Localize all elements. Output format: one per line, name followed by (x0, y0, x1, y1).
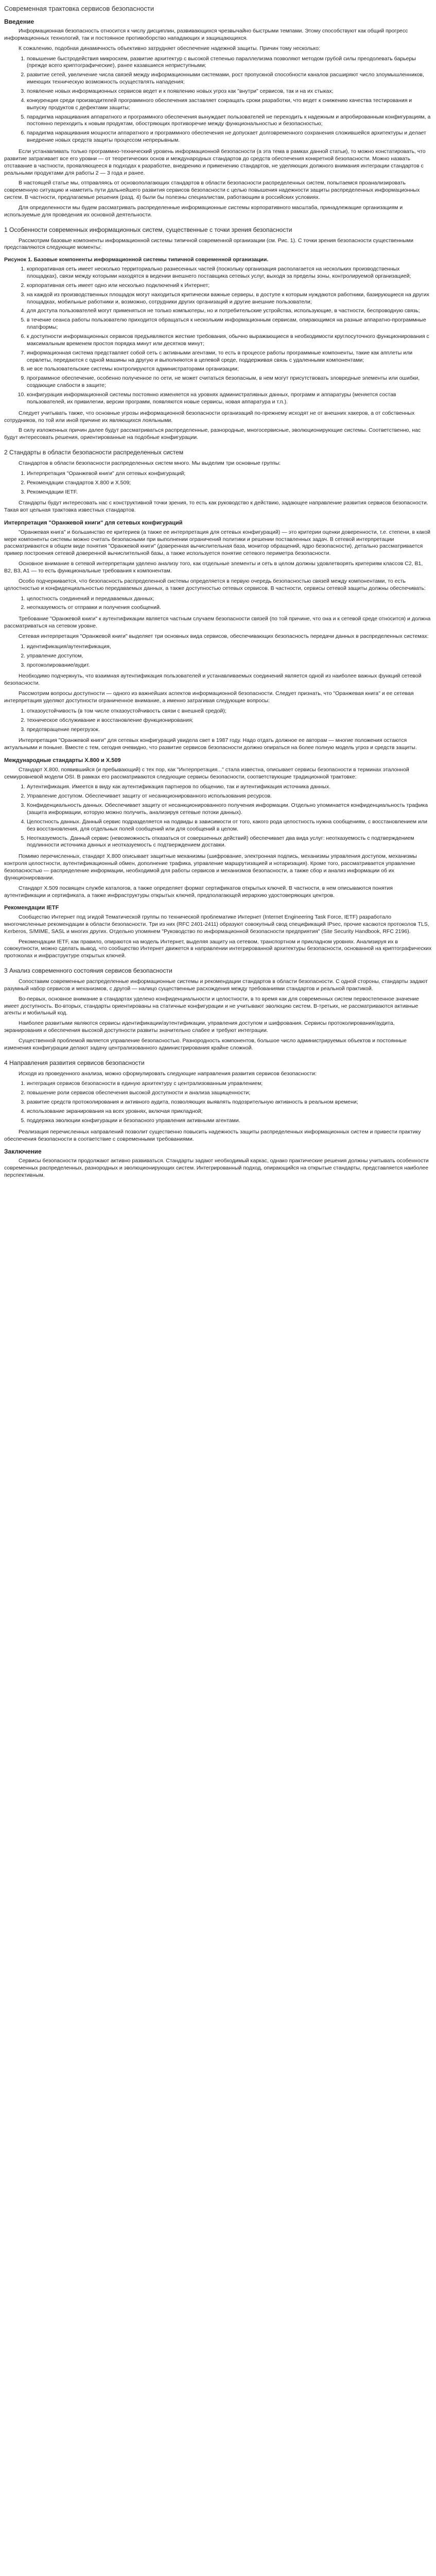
list (4, 1080, 432, 1124)
paragraph: В силу изложенных причин далее будут рассматриваться распределенные, разнородные, многосервисные, эволюционирующие системы. Соответственно, нас будут интересовать решения, ориентированные на подобные конфигурации. (4, 427, 421, 441)
list-item: 1. идентификация/аутентификация, (27, 643, 432, 651)
list-item: 5. в течение сеанса работы пользователю приходится обращаться к нескольким информационным сервисам, опирающимся на разные аппаратно-программные платформы; (27, 317, 432, 331)
list-item: 2. техническое обслуживание и восстановление функционирования; (27, 717, 432, 724)
list-item: 5. Неотказуемость. Данный сервис (невозможность отказаться от совершенных действий) обеспечивает два вида услуг: неотказуемость с подтверждением подлинности источника данных и неотказуемость с подтверждением доставки. (27, 835, 432, 850)
paragraph: Если устанавливать только программно-технический уровень информационной безопасности (а эта тема в рамках данной статьи), то можно констатировать, что развитие затрагивает все его уровни — от теоретических основ и международных стандартов до средств обеспечения конкретной безопасности. Можно назвать отставание в частности, проявляющееся в подходах к разработке, внедрению и применению стандартов, не уделяющих должного внимания интеграции стандартов с реальными продуктами для работы 2 — 3 года и ранее. (4, 148, 426, 176)
section-heading: 1 Особенности современных информационных систем, существенные с точки зрения безопасности (4, 226, 292, 233)
paragraph: Необходимо подчеркнуть, что взаимная аутентификация пользователей и устанавливаемых соединений является одной из наиболее важных функций сетевой безопасности. (4, 673, 422, 687)
list-item: 2. неотказуемость от отправки и получения сообщений. (27, 604, 432, 612)
paragraph: Для определенности мы будем рассматривать распределенные информационные системы корпоративного масштаба, принадлежащие организациям и используемые для проведения их основной деятельности. (4, 205, 403, 218)
list-item: 1. целостность соединений и передаваемых данных; (27, 596, 432, 603)
paragraph: Рассмотрим базовые компоненты информационной системы типичной современной организации (см. Рис. 1). С точки зрения безопасности существенными представляются следующие моменты: (4, 237, 413, 251)
page-title: Современная трактовка сервисов безопасности (4, 5, 154, 12)
paragraph: Помимо перечисленных, стандарт X.800 описывает защитные механизмы (шифрование, электронная подпись, механизмы управления доступом, механизмы контроля целостности, аутентификационный обмен, дополнение трафика, управление маршрутизацией и нотаризация). Кроме того, рассматривается управление безопасностью — распределение информации, необходимой для работы сервисов и механизмов безопасности, а также сбор и анализ информации об их функционировании. (4, 853, 417, 881)
paragraph: Требование "Оранжевой книги" к аутентификации является частным случаем безопасности связей (по той причине, что она и к сетевой среде относится) и должна рассматриваться на сетевом уровне. (4, 616, 431, 630)
list-item: 2. корпоративная сеть имеет одно или несколько подключений к Интернет; (27, 282, 432, 290)
conclusion-heading: Заключение (4, 1148, 42, 1156)
list-item: 1. интеграция сервисов безопасности в единую архитектуру с централизованным управлением; (27, 1080, 432, 1088)
paragraph: Интерпретация "Оранжевой книги" для сетевых конфигураций увидела свет в 1987 году. Надо отдать должное ее авторам — многие положения остаются актуальными и поныне. Вместе с тем, сегодня очевидно, что развитие сервисов безопасности должно опираться на более полную модель угроз и средств защиты. (4, 737, 417, 751)
section-heading: 2 Стандарты в области безопасности распределенных систем (4, 449, 184, 456)
paragraph: Сервисы безопасности продолжают активно развиваться. Стандарты задают необходимый каркас, однако практические решения должны учитывать особенности современных распределенных, разнородных и эволюционирующих систем. Интегрированный подход, опирающийся на открытые стандарты, представляется наиболее перспективным. (4, 1158, 429, 1178)
paragraph: Во-первых, основное внимание в стандартах уделено конфиденциальности и целостности, в то время как для современных систем первостепенное значение имеет доступность. Во-вторых, стандарты ориентированы на статичные конфигурации и не учитывают эволюцию систем. В-третьих, не рассматриваются активные агенты и мобильный код. (4, 995, 419, 1016)
paragraph: Стандарт X.800, появившийся (и пребывающий) с тех пор, как "Интерпретация..." стала известна, описывает сервисы безопасности в терминах эталонной семиуровневой модели OSI. В рамках его рассматриваются следующие сервисы безопасности, соответствующие традиционной трактовке: (4, 766, 409, 780)
list-item: 2. управление доступом, (27, 653, 432, 660)
intro-heading: Введение (4, 18, 34, 26)
paragraph: Сообщество Интернет под эгидой Тематической группы по технической проблематике Интернет (Internet Engineering Task Force, IETF) разработало многочисленные рекомендации в области безопасности. Три из них (RFC 2401-2411) образуют совокупный свод спецификаций IPsec, прочие касаются протоколов TLS, Kerberos, S/MIME, SASL и многих других. Отдельно упомянем "Руководство по информационной безопасности предприятия" (Site Security Handbook, RFC 2196). (4, 913, 429, 935)
paragraph: Реализация перечисленных направлений позволит существенно повысить надежность защиты распределенных информационных систем и привести практику обеспечения безопасности в соответствие с современными требованиями. (4, 1128, 421, 1142)
list-item: 4. Целостность данных. Данный сервис подразделяется на подвиды в зависимости от того, какого рода целостность нужна сообщениям, с восстановлением или без восстановления, для отдельных полей сообщений или для сообщений в целом. (27, 819, 432, 833)
list-item: 3. появление новых информационных сервисов ведет и к появлению новых угроз как "внутри" сервисов, так и на их стыках; (27, 88, 432, 95)
list-item: 2. развитие сетей, увеличение числа связей между информационными системами, рост пропускной способности каналов расширяют число злоумышленников, имеющих техническую возможность осуществлять нападения; (27, 72, 432, 86)
paragraph: Сопоставим современные распределенные информационные системы и рекомендации стандартов в области безопасности. С одной стороны, стандарты задают разумный набор сервисов и механизмов, с другой — налицо существенные расхождения между требованиями стандартов и реальной практикой. (4, 978, 428, 992)
list-item: 3. развитие средств протоколирования и активного аудита, позволяющих выявлять подозрительную активность в реальном времени; (27, 1099, 432, 1106)
list-item: 4. для доступа пользователей могут применяться не только компьютеры, но и потребительские устройства, использующие, в частности, беспроводную связь; (27, 308, 432, 315)
paragraph: Стандарты будут интересовать нас с конструктивной точки зрения, то есть как руководство к действию, задающее направление развития сервисов безопасности. Такая вот цельная трактовка известных стандартов. (4, 500, 428, 514)
paragraph: Наиболее развитыми являются сервисы идентификации/аутентификации, управления доступом и шифрования. Сервисы протоколирования/аудита, экранирования и обеспечения высокой доступности развиты значительно слабее и требуют интеграции. (4, 1020, 395, 1034)
list (4, 643, 432, 669)
list-item: 6. к доступности информационных сервисов предъявляются жесткие требования, обычно выражающиеся в необходимости круглосуточного функционирования с максимальным временем простоя порядка минут или десятков минут; (27, 333, 432, 348)
subsection-heading: Интерпретация "Оранжевой книги" для сетевых конфигураций (4, 520, 183, 527)
paragraph: Следует учитывать также, что основные угрозы информационной безопасности организаций по-прежнему исходят не от внешних хакеров, а от собственных сотрудников, по той или иной причине их являющихся лояльными. (4, 410, 415, 423)
intro-list (4, 56, 432, 144)
paragraph: Существенной проблемой является управление безопасностью. Разнородность компонентов, большое число администрируемых объектов и постоянные изменения конфигурации делают задачу централизованного администрирования крайне сложной. (4, 1037, 407, 1051)
list (4, 708, 432, 734)
list-item: 6. парадигма наращивания мощности аппаратного и программного обеспечения не допускает долговременного сохранения сложившейся архитектуры и делает внедрение новых средств защиты процессом непрерывным. (27, 130, 432, 144)
subsection-heading: Рекомендации IETF (4, 905, 59, 911)
list-item: 4. использование экранирования на всех уровнях, включая прикладной; (27, 1108, 432, 1115)
paragraph: Информационная безопасность относится к числу дисциплин, развивающихся чрезвычайно быстрыми темпами. Этому способствуют как общий прогресс информационных технологий, так и постоянное противоборство нападающих и защищающихся. (4, 27, 408, 41)
list-item: 3. Конфиденциальность данных. Обеспечивает защиту от несанкционированного получения информации. Отдельно упоминается конфиденциальность трафика (защита информации, которую можно получить, анализируя сетевые потоки данных). (27, 802, 432, 817)
section-heading: 3 Анализ современного состояния сервисов безопасности (4, 967, 172, 975)
figure-caption: Рисунок 1. Базовые компоненты информационной системы типичной современной организации. (4, 257, 269, 263)
article (0, 0, 436, 1193)
list-item: 1. корпоративная сеть имеет несколько территориально разнесенных частей (поскольку организация располагается на нескольких производственных площадках), связи между которыми находятся в ведении внешнего поставщика сетевых услуг, выходя за пределы зоны, контролируемой организацией; (27, 266, 432, 280)
list-item: 1. повышение быстродействия микросхем, развитие архитектур с высокой степенью параллелизма позволяют методом грубой силы преодолевать барьеры (прежде всего криптографические), ранее казавшиеся неприступными; (27, 56, 432, 70)
paragraph: Исходя из проведенного анализа, можно сформулировать следующие направления развития сервисов безопасности: (19, 1070, 317, 1077)
paragraph: Основное внимание в сетевой интерпретации уделено анализу того, как отдельные элементы и сеть в целом должны удовлетворять критериям классов C2, B1, B2, B3, A1 — то есть функциональные требования к компонентам. (4, 561, 423, 574)
list (4, 784, 432, 849)
list-item: 3. на каждой из производственных площадок могут находиться критически важные серверы, в доступе к которым нуждаются работники, базирующиеся на других площадках, мобильные работники и, возможно, сотрудники других организаций и другие внешние пользователи; (27, 292, 432, 306)
list-item: 1. Интерпретация "Оранжевой книги" для сетевых конфигураций; (27, 470, 432, 478)
list-item: 1. отказоустойчивость (в том числе отказоустойчивость связи с внешней средой); (27, 708, 432, 715)
section-heading: 4 Направления развития сервисов безопасности (4, 1059, 145, 1066)
paragraph: Особо подчеркивается, что безопасность распределенной системы определяется в первую очередь безопасностью связей между компонентами, то есть целостностью и конфиденциальностью передаваемых данных, а также доступностью сетевых сервисов. В частности, сервисы сетевой защиты должны обеспечивать: (4, 578, 426, 591)
paragraph: "Оранжевая книга" и большинство ее критериев (а также ее интерпретация для сетевых конфигураций) — это критерии оценки доверенности, т.е. степени, в какой мере компоненты системы можно считать безопасными при выполнении ограничений политики и решении поставленных задач. В сетевой интерпретации рассматриваются в общем виде понятия "Оранжевой книги" (доверенная вычислительная база, монитор обращений, ядро безопасности), детально рассматривается пример построения сетевой доверенной вычислительной базы, а также используется понятие сетевого периметра безопасности. (4, 529, 431, 557)
list-item: 3. протоколирование/аудит. (27, 662, 432, 669)
list-item: 3. Рекомендации IETF. (27, 489, 432, 496)
features-list (4, 266, 432, 406)
list-item: 1. Аутентификация. Имеется в виду как аутентификация партнеров по общению, так и аутентификация источника данных. (27, 784, 432, 791)
paragraph: Стандартов в области безопасности распределенных систем много. Мы выделим три основные группы: (19, 460, 281, 467)
list-item: 5. парадигма наращивания аппаратного и программного обеспечения вынуждает пользователей не переходить к надежным и апробированным конфигурациям, а постоянно переходить к новым продуктам, обостряющих противоречие между функциональностью и безопасностью; (27, 114, 432, 128)
paragraph: В настоящей статье мы, отправляясь от основополагающих стандартов в области безопасности распределенных систем, попытаемся проанализировать современную ситуацию и наметить пути дальнейшего развития сервисов безопасности с целью повышения надежности защиты распределенных информационных систем. В частности, предлагаемые решения (разд. 4) были бы полезны специалистам, работающим в российских условиях. (4, 180, 420, 201)
paragraph: К сожалению, подобная динамичность объективно затрудняет обеспечение надежной защиты. Причин тому несколько: (19, 45, 320, 52)
list-item: 2. Управление доступом. Обеспечивает защиту от несанкционированного использования ресурсов. (27, 793, 432, 800)
list-item: 9. программное обеспечение, особенно полученное по сети, не может считаться безопасным, в нем могут присутствовать зловредные элементы или ошибки, создающие слабости в защите; (27, 375, 432, 389)
paragraph: Сетевая интерпретация "Оранжевой книги" выделяет три основных вида сервисов, обеспечивающих безопасность передачи данных в распределенных системах: (19, 633, 429, 640)
list-item: 5. поддержка эволюции конфигурации и безопасного управления активными агентами. (27, 1117, 432, 1125)
paragraph: Рассмотрим вопросы доступности — одного из важнейших аспектов информационной безопасности. Следует признать, что "Оранжевая книга" и ее сетевая интерпретация уделяют доступности ограниченное внимание, а именно затрагивая следующие вопросы: (4, 690, 414, 704)
list-item: 8. не все пользовательские системы контролируются администраторами организации; (27, 366, 432, 373)
list-item: 2. Рекомендации стандартов X.800 и X.509; (27, 480, 432, 487)
list-item: 3. предотвращение перегрузок. (27, 726, 432, 734)
list-item: 4. конкуренция среди производителей программного обеспечения заставляет сокращать сроки разработки, что ведет к снижению качества тестирования и выпуску продуктов с дефектами защиты; (27, 97, 432, 112)
list-item: 2. повышение роли сервисов обеспечения высокой доступности и анализа защищенности; (27, 1090, 432, 1097)
subsection-heading: Международные стандарты X.800 и X.509 (4, 757, 121, 764)
list-item: 7. информационная система представляет собой сеть с активными агентами, то есть в процессе работы программные компоненты, такие как апплеты или сервлеты, передаются с одной машины на другую и выполняются в целевой среде, поддерживая связь с удаленными компонентами; (27, 350, 432, 364)
list-item: 10. конфигурация информационной системы постоянно изменяется на уровнях административных данных, программ и аппаратуры (меняется состав пользователей, их привилегии, версии программ, появляются новые сервисы, новая аппаратура и т.п.). (27, 392, 432, 406)
paragraph: Стандарт X.509 посвящен службе каталогов, а также определяет формат сертификатов открытых ключей. В частности, в нем описываются понятия аутентификации и сертификата, а также инфраструктуры открытых ключей, предполагающей иерархию удостоверяющих центров. (4, 885, 393, 899)
paragraph: Рекомендации IETF, как правило, опираются на модель Интернет, выделяя защиту на сетевом, транспортном и прикладном уровнях. Анализируя их в совокупности, можно сделать вывод, что сообщество Интернет движется в направлении интегрированной архитектуры безопасности, основанной на криптографических протоколах и инфраструктуре открытых ключей. (4, 938, 432, 959)
standards-list (4, 470, 432, 496)
list (4, 596, 432, 612)
